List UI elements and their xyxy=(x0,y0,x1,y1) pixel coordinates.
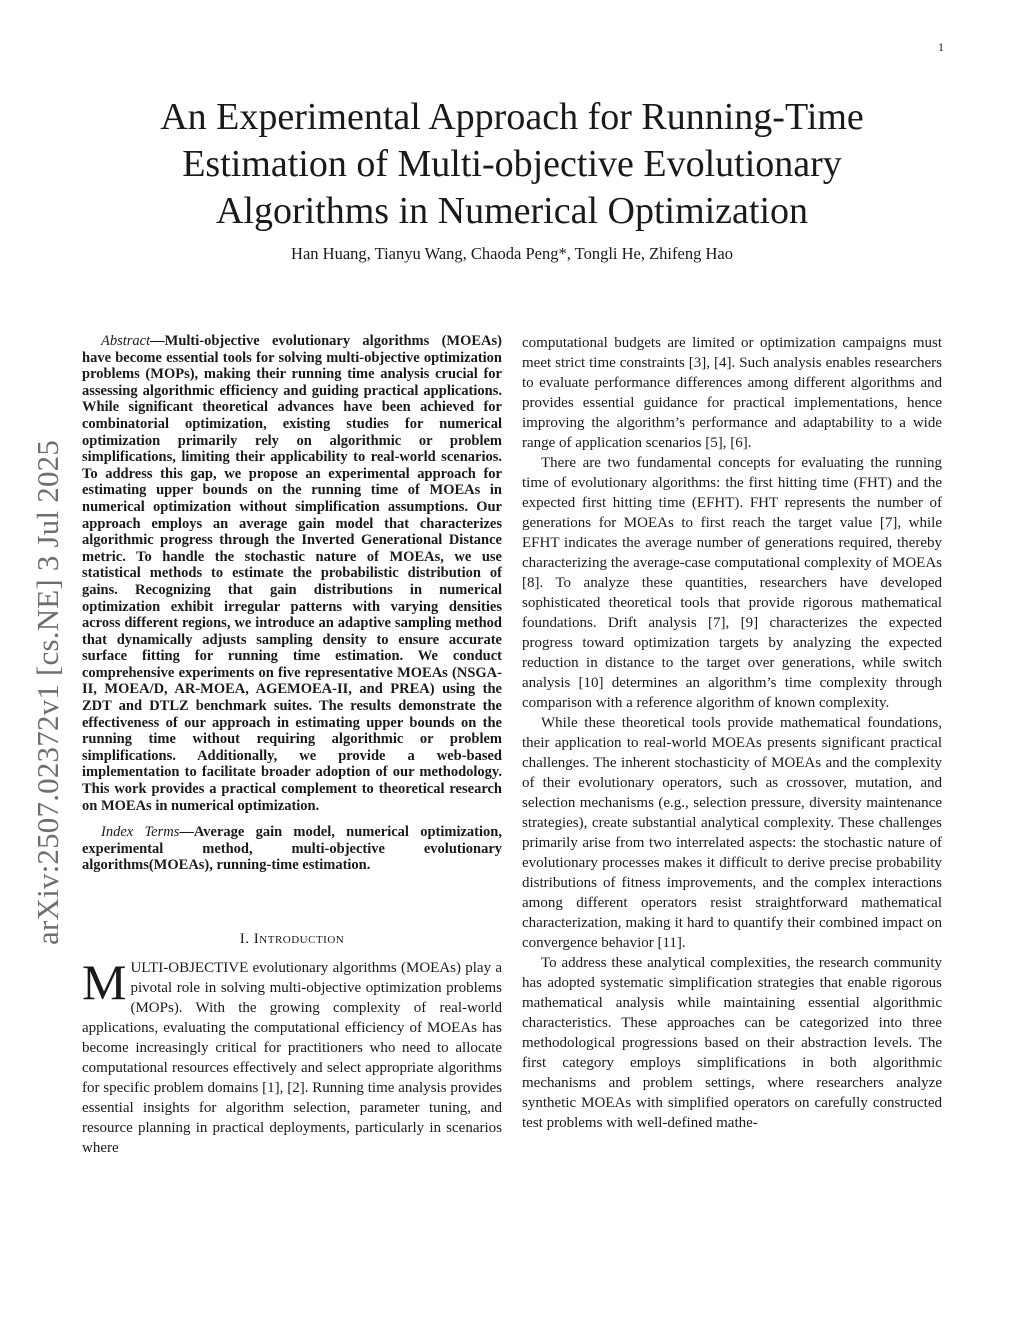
body-paragraph: computational budgets are limited or optimization campaigns must meet strict time constraints [3], [4]. Such analysis enables researchers to evaluate performance differences among different algorithms and provides essential guidance for practical implementations, hence improving the algorithm’s performance and adaptability to a wide range of application scenarios [5], [6]. xyxy=(522,335,942,451)
abstract-text: —Multi-objective evolutionary algorithms (MOEAs) have become essential tools for solving multi-objective optimization problems (MOPs), making their running time analysis crucial for assessing algorithmic efficiency and guiding practical applications. While significant theoretical advances have been achieved for combinatorial optimization, existing studies for numerical optimization primarily rely on algorithmic or problem simplifications, limiting their applicability to real-world scenarios. To address this gap, we propose an experimental approach for estimating upper bounds on the running time of MOEAs in numerical optimization without simplification assumptions. Our approach employs an average gain model that characterizes algorithmic progress through the Inverted Generational Distance metric. To handle the stochastic nature of MOEAs, we use statistical methods to estimate the probabilistic distribution of gains. Recognizing that gain distributions in numerical optimization exhibit irregular patterns with varying densities across different regions, we introduce an adaptive sampling method that dynamically adjusts sampling density to ensure accurate surface fitting for running time estimation. We conduct comprehensive experiments on five representative MOEAs (NSGA-II, MOEA/D, AR-MOEA, AGEMOEA-II, and PREA) using the ZDT and DTLZ benchmark suites. The results demonstrate the effectiveness of our approach in estimating upper bounds on the running time without requiring algorithmic or problem simplifications. Additionally, we provide a web-based implementation to facilitate broader adoption of our methodology. This work provides a practical complement to theoretical research on MOEAs in numerical optimization. xyxy=(82,333,502,814)
abstract-label: Abstract xyxy=(101,333,151,349)
page-number: 1 xyxy=(938,40,944,54)
index-terms xyxy=(82,824,502,874)
body-paragraph: To address these analytical complexities, the research community has adopted systematic simplification strategies that enable rigorous mathematical analysis while maintaining essential algorithmic characteristics. These approaches can be categorized into three methodological progressions based on their abstraction levels. The first category employs simplifications in both algorithmic mechanisms and problem settings, where researchers analyze synthetic MOEAs with simplified operators on carefully constructed test problems with well-defined mathe- xyxy=(522,955,942,1131)
intro-paragraph xyxy=(82,954,502,1158)
section-heading xyxy=(82,929,502,949)
index-terms-text: —Average gain model, numerical optimization, experimental method, multi-objective evolutionary algorithms(MOEAs), running-time estimation. xyxy=(82,824,502,874)
right-column xyxy=(522,333,942,1133)
index-terms-label: Index Terms xyxy=(101,824,180,841)
author-list: Han Huang, Tianyu Wang, Chaoda Peng*, Tongli He, Zhifeng Hao xyxy=(291,244,733,263)
arxiv-identifier: arXiv:2507.02372v1 [cs.NE] 3 Jul 2025 xyxy=(30,439,65,945)
section-number: I. xyxy=(239,931,250,947)
intro-paragraph-text: ULTI-OBJECTIVE evolutionary algorithms (MOEAs) play a pivotal role in solving multi-objective optimization problems (MOPs). With the growing complexity of real-world applications, evaluating the computational efficiency of MOEAs has become increasingly critical for practitioners who need to allocate computational resources effectively and select appropriate algorithms for specific problem domains [1], [2]. Running time analysis provides essential insights for algorithm selection, parameter tuning, and resource planning in practical deployments, particularly in scenarios where xyxy=(82,960,502,1156)
paper-title: An Experimental Approach for Running-Time Estimation of Multi-objective Evolutionary Algorithms in Numerical Optimization xyxy=(160,96,864,232)
body-paragraph: There are two fundamental concepts for evaluating the running time of evolutionary algorithms: the first hitting time (FHT) and the expected first hitting time (EFHT). FHT represents the number of generations for MOEAs to first reach the target value [7], while EFHT indicates the average number of generations required, thereby characterizing the average-case computational complexity of MOEAs [8]. To analyze these quantities, researchers have developed sophisticated theoretical tools that provide rigorous mathematical foundations. Drift analysis [7], [9] characterizes the expected progress toward optimization targets by analyzing the expected reduction in distance to the target over generations, while switch analysis [10] determines an algorithm’s time complexity through comparison with a reference algorithm of known complexity. xyxy=(522,455,942,711)
left-column xyxy=(82,333,502,1158)
drop-cap: M xyxy=(82,954,127,1010)
abstract xyxy=(82,333,502,814)
body-paragraph: While these theoretical tools provide mathematical foundations, their application to real-world MOEAs presents significant practical challenges. The inherent stochasticity of MOEAs and the complexity of their evolutionary operators, such as crossover, mutation, and selection mechanisms (e.g., selection pressure, diversity maintenance strategies), create substantial analytical complexity. These challenges primarily arise from two interrelated aspects: the stochastic nature of evolutionary processes makes it difficult to derive precise probability distributions of fitness improvements, and the complex interactions among different operators resist straightforward mathematical characterization, making it hard to quantify their combined impact on convergence behavior [11]. xyxy=(522,715,942,951)
section-title: Introduction xyxy=(253,931,345,947)
